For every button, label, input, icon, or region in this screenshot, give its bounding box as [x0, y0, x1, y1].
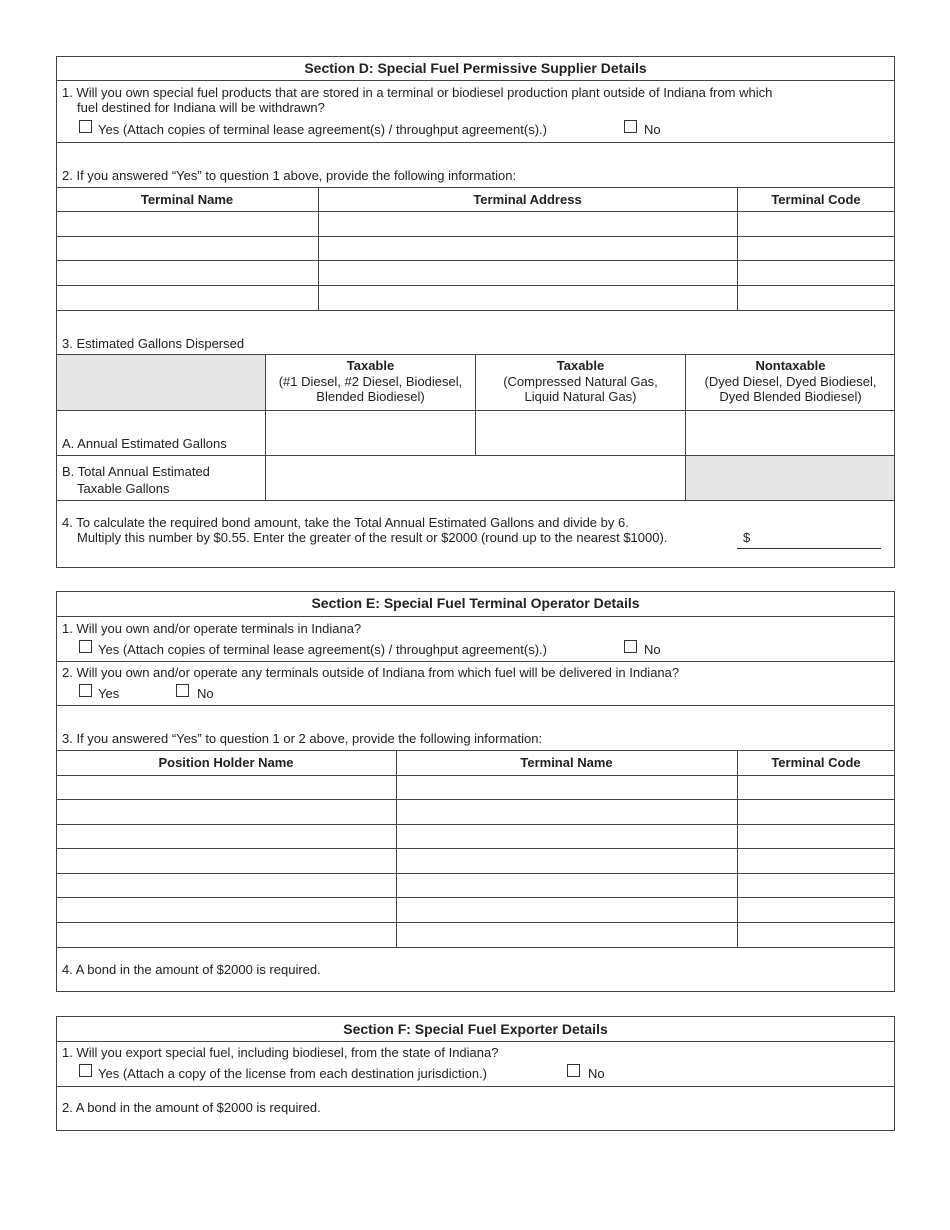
section-d-annual-taxable-diesel-input[interactable] [266, 411, 475, 455]
section-f-q1: 1. Will you export special fuel, including biodiesel, from the state of Indiana? [62, 1045, 499, 1060]
section-d-q1-no-label: No [644, 122, 661, 137]
section-d-title: Section D: Special Fuel Permissive Supplier Details [304, 60, 647, 76]
section-e-q2-yes-checkbox[interactable] [79, 684, 92, 697]
section-d-header-terminal-address: Terminal Address [473, 192, 582, 207]
section-d-gallons-header-3 [686, 358, 895, 405]
section-d-q4-line2: Multiply this number by $0.55. Enter the greater of the result or $2000 (round up to the nearest $1000). [77, 530, 668, 545]
section-e-table-row-1[interactable] [57, 776, 894, 798]
section-e-table-row-7[interactable] [57, 923, 894, 946]
gallons-header-1-line1: (#1 Diesel, #2 Diesel, Biodiesel, [278, 373, 463, 389]
section-e-q1: 1. Will you own and/or operate terminals in Indiana? [62, 621, 362, 636]
section-f-q2: 2. A bond in the amount of $2000 is required. [62, 1100, 321, 1115]
section-d-terminal-address-cell-2[interactable] [319, 237, 736, 259]
section-f-title: Section F: Special Fuel Exporter Details [343, 1021, 608, 1037]
section-d-row-a-label: A. Annual Estimated Gallons [62, 436, 227, 451]
gallons-header-2-line2: Liquid Natural Gas) [524, 389, 637, 404]
section-d-q1-no-checkbox[interactable] [624, 120, 637, 133]
gallons-header-3-line1: (Dyed Diesel, Dyed Biodiesel, [704, 373, 877, 389]
section-e-table-row-6[interactable] [57, 898, 894, 921]
section-d-terminal-code-cell-4[interactable] [738, 286, 894, 309]
section-d-annual-nontaxable-input[interactable] [686, 411, 894, 455]
section-e-q2: 2. Will you own and/or operate any terminals outside of Indiana from which fuel will be delivered in Indiana? [62, 665, 680, 680]
section-e-q2-yes-label: Yes [98, 686, 120, 701]
section-e-q1-yes-checkbox[interactable] [79, 640, 92, 653]
section-e-header-position-holder: Position Holder Name [158, 755, 294, 770]
section-d-gallons-header-1 [266, 358, 475, 405]
section-d-nontaxable-total-shade [686, 456, 894, 500]
section-f-q1-yes-label: Yes (Attach a copy of the license from each destination jurisdiction.) [98, 1066, 488, 1081]
section-e-q4: 4. A bond in the amount of $2000 is required. [62, 962, 321, 977]
section-e-header-terminal-name: Terminal Name [520, 755, 613, 770]
section-d-q1-yes-label: Yes (Attach copies of terminal lease agreement(s) / throughput agreement(s).) [98, 122, 547, 137]
section-d-terminal-name-cell-2[interactable] [57, 237, 317, 259]
gallons-header-2-title: Taxable [556, 358, 605, 373]
section-d-terminal-name-cell-1[interactable] [57, 212, 317, 235]
gallons-header-3-line2: Dyed Blended Biodiesel) [719, 389, 862, 404]
section-d-annual-taxable-gas-input[interactable] [476, 411, 685, 455]
gallons-header-2-line1: (Compressed Natural Gas, [503, 373, 658, 389]
section-d-q3: 3. Estimated Gallons Dispersed [62, 336, 245, 351]
section-f-q1-no-label: No [588, 1066, 605, 1081]
gallons-header-1-title: Taxable [346, 358, 395, 373]
section-e-q1-no-checkbox[interactable] [624, 640, 637, 653]
section-e-q3: 3. If you answered “Yes” to question 1 or 2 above, provide the following information: [62, 731, 543, 746]
section-d-bond-amount-input[interactable] [737, 528, 881, 549]
section-e-table-row-5[interactable] [57, 874, 894, 896]
section-d-row-b-label-line1: B. Total Annual Estimated [62, 464, 210, 479]
section-d-terminal-name-cell-4[interactable] [57, 286, 317, 309]
section-e-q2-no-label: No [197, 686, 214, 701]
section-d-header-terminal-name: Terminal Name [140, 192, 234, 207]
section-d-gallons-header-2 [476, 358, 685, 405]
section-d-terminal-code-cell-2[interactable] [738, 237, 894, 259]
gallons-header-3-title: Nontaxable [755, 358, 826, 373]
section-e-q1-no-label: No [644, 642, 661, 657]
section-e-table-row-3[interactable] [57, 825, 894, 847]
gallons-header-1-line2: Blended Biodiesel) [316, 389, 425, 404]
section-e-table-row-4[interactable] [57, 849, 894, 872]
section-d-q4-line1: 4. To calculate the required bond amount, take the Total Annual Estimated Gallons and divide by 6. [62, 515, 629, 530]
section-d-terminal-address-cell-1[interactable] [319, 212, 736, 235]
section-d-q2: 2. If you answered “Yes” to question 1 above, provide the following information: [62, 168, 517, 183]
section-d-dollar-sign: $ [743, 530, 751, 545]
section-d-terminal-address-cell-3[interactable] [319, 261, 736, 284]
section-d-header-terminal-code: Terminal Code [771, 192, 861, 207]
section-e-q2-no-checkbox[interactable] [176, 684, 189, 697]
section-f-q1-yes-checkbox[interactable] [79, 1064, 92, 1077]
section-e-table-row-2[interactable] [57, 800, 894, 823]
section-d-q1-line1: 1. Will you own special fuel products that are stored in a terminal or biodiesel production plant outside of Indiana from which [62, 85, 773, 100]
section-d-terminal-address-cell-4[interactable] [319, 286, 736, 309]
section-f-q1-no-checkbox[interactable] [567, 1064, 580, 1077]
section-d-gallons-corner-shade [57, 355, 265, 410]
section-e-q1-yes-label: Yes (Attach copies of terminal lease agreement(s) / throughput agreement(s).) [98, 642, 547, 657]
section-d-total-taxable-input[interactable] [266, 456, 685, 500]
section-d-q1-line2: fuel destined for Indiana will be withdrawn? [77, 100, 325, 115]
section-e-header-terminal-code: Terminal Code [771, 755, 861, 770]
section-d-terminal-name-cell-3[interactable] [57, 261, 317, 284]
section-d-q1-yes-checkbox[interactable] [79, 120, 92, 133]
section-e-title: Section E: Special Fuel Terminal Operator Details [311, 595, 640, 611]
section-d-terminal-code-cell-3[interactable] [738, 261, 894, 284]
section-d-row-b-label-line2: Taxable Gallons [77, 481, 170, 496]
section-d-terminal-code-cell-1[interactable] [738, 212, 894, 235]
